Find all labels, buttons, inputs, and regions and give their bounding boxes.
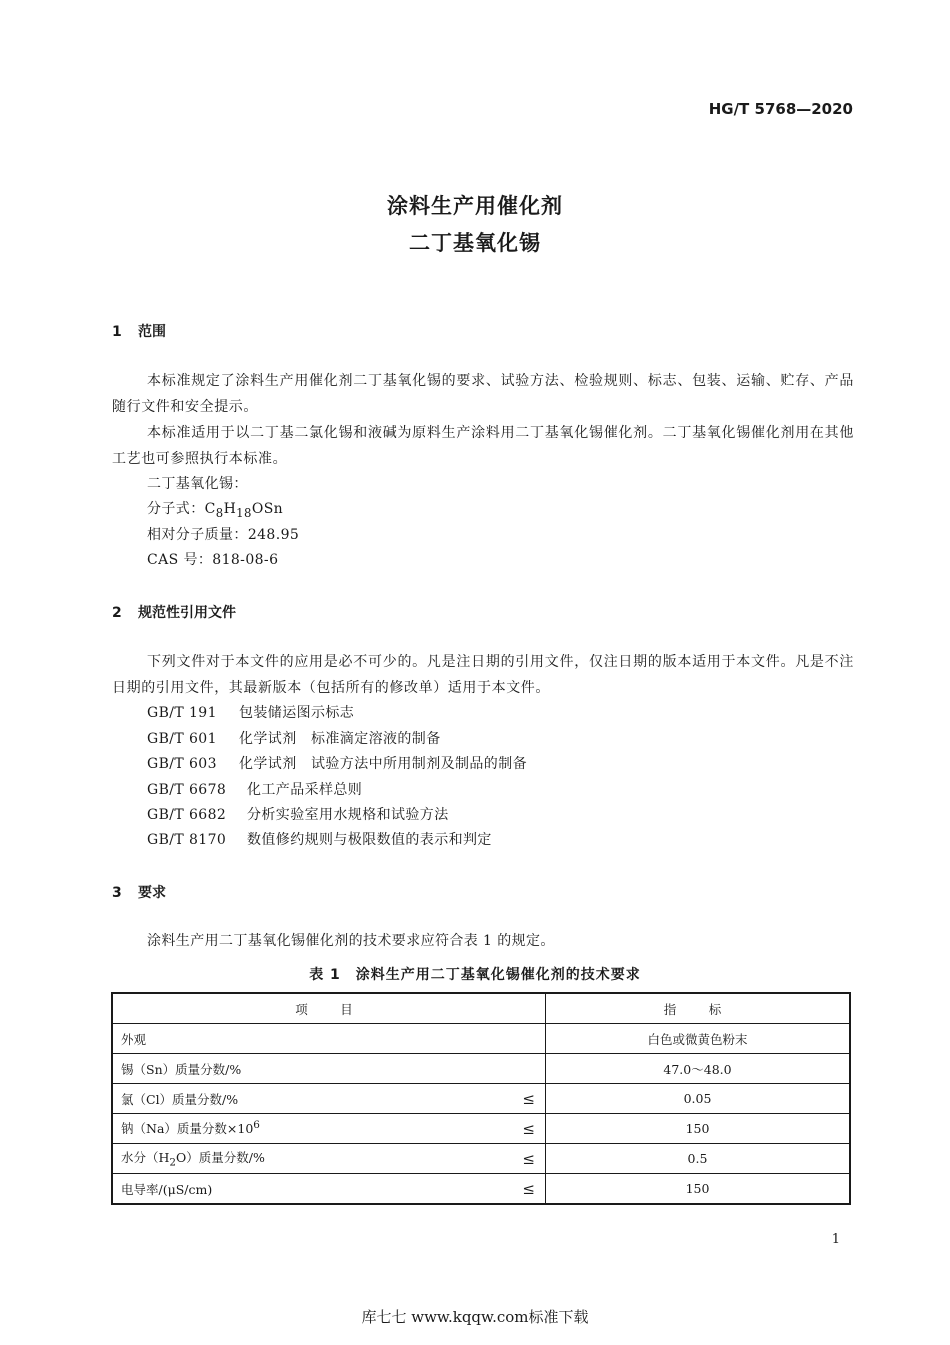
reference-item [147,779,362,799]
formula-h: H [223,501,237,517]
reference-code: GB/T 6682 [147,807,227,823]
reference-item [147,804,449,824]
item-label-text: O）质量分数/% [176,1150,265,1166]
formula-c: C [204,501,216,517]
section-1-heading [112,321,166,341]
table-row [112,1024,850,1054]
section-number: 2 [112,605,122,621]
item-label: 外观 [121,1031,147,1047]
row-item [112,1144,546,1174]
reference-item [147,702,354,722]
reference-code: GB/T 601 [147,731,217,747]
table-header-row [112,993,850,1024]
formula-h-sub: 18 [236,505,252,520]
table-row [112,1174,850,1205]
row-item [112,1084,546,1114]
section-3-heading [112,882,166,902]
row-value: 白色或微黄色粉末 [546,1024,851,1054]
reference-title: 分析实验室用水规格和试验方法 [247,807,449,823]
column-header-index: 指 标 [546,993,851,1024]
footer-watermark: 库七七 www.kqqw.com标准下载 [361,1308,589,1326]
item-label: 锡（Sn）质量分数/% [121,1061,242,1077]
mass-value: 248.95 [247,527,300,543]
section-number: 3 [112,885,122,901]
mass-label: 相对分子质量： [147,527,248,543]
item-label [121,1148,265,1169]
requirements-table [111,992,851,1205]
document-title-line1: 涂料生产用催化剂 [387,194,563,218]
row-value: 0.05 [546,1084,851,1114]
item-label: 氯（Cl）质量分数/% [121,1091,239,1107]
section-1-para-2: 本标准适用于以二丁基二氯化锡和液碱为原料生产涂料用二丁基氧化锡催化剂。二丁基氧化锡催化剂用在其他工艺也可参照执行本标准。 [112,425,854,467]
item-label-sup: 6 [253,1119,260,1132]
row-value: 47.0～48.0 [546,1054,851,1084]
molecular-formula [147,498,283,520]
page-number: 1 [831,1232,840,1247]
row-item [112,1174,546,1205]
reference-title: 包装储运图示标志 [239,705,355,721]
reference-title: 化工产品采样总则 [247,782,363,798]
operator: ≤ [522,1149,535,1168]
section-number: 1 [112,324,122,340]
operator: ≤ [522,1179,535,1198]
row-value: 150 [546,1174,851,1205]
item-label: 电导率/(μS/cm) [121,1181,213,1197]
table-row [112,1084,850,1114]
formula-rest: OSn [251,501,284,517]
section-2-heading [112,602,236,622]
table-caption: 表 1 涂料生产用二丁基氧化锡催化剂的技术要求 [309,967,641,983]
document-title-line2: 二丁基氧化锡 [409,231,541,255]
standard-code: HG/T 5768—2020 [708,100,853,118]
reference-title: 数值修约规则与极限数值的表示和判定 [247,832,492,848]
molecular-mass [147,524,299,544]
section-2-para: 下列文件对于本文件的应用是必不可少的。凡是注日期的引用文件，仅注日期的版本适用于本文件。凡是不注日期的引用文件，其最新版本（包括所有的修改单）适用于本文件。 [112,654,854,696]
reference-item [147,728,441,748]
reference-code: GB/T 8170 [147,832,227,848]
item-label [121,1119,260,1137]
section-title: 要求 [138,885,166,901]
section-1-para-1: 本标准规定了涂料生产用催化剂二丁基氧化锡的要求、试验方法、检验规则、标志、包装、运输、贮存、产品随行文件和安全提示。 [112,373,854,415]
reference-item [147,829,492,849]
table-row [112,1144,850,1174]
formula-c-sub: 8 [215,505,224,520]
compound-label: 二丁基氧化锡： [147,476,248,492]
section-3-para: 涂料生产用二丁基氧化锡催化剂的技术要求应符合表 1 的规定。 [147,933,555,949]
row-value: 0.5 [546,1144,851,1174]
table-row [112,1114,850,1144]
operator: ≤ [522,1119,535,1138]
reference-title: 化学试剂 标准滴定溶液的制备 [239,731,441,747]
row-value: 150 [546,1114,851,1144]
row-item [112,1054,546,1084]
table-row [112,1054,850,1084]
item-label-text: 钠（Na）质量分数×10 [121,1121,254,1137]
column-header-item: 项 目 [112,993,546,1024]
cas-value: 818-08-6 [212,552,279,568]
item-label-text: 水分（H [121,1150,170,1166]
reference-title: 化学试剂 试验方法中所用制剂及制品的制备 [239,756,527,772]
cas-label: CAS 号： [147,552,213,568]
cas-number [147,549,278,569]
reference-code: GB/T 191 [147,705,217,721]
section-title: 范围 [138,324,166,340]
reference-code: GB/T 603 [147,756,217,772]
reference-item [147,753,527,773]
row-item [112,1114,546,1144]
operator: ≤ [522,1089,535,1108]
section-title: 规范性引用文件 [138,605,236,621]
reference-code: GB/T 6678 [147,782,227,798]
formula-label: 分子式： [147,501,205,517]
row-item [112,1024,546,1054]
item-label-sub: 2 [169,1156,177,1169]
